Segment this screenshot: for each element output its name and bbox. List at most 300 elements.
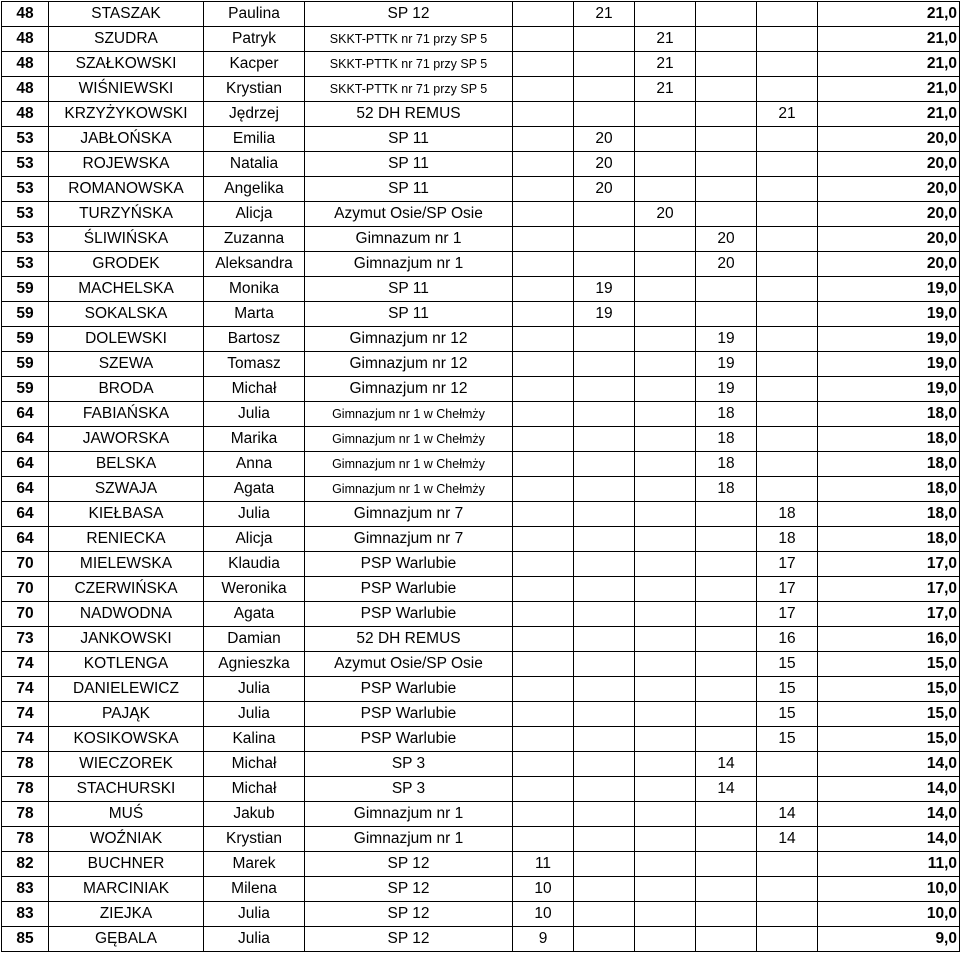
place-cell: 53	[2, 177, 49, 202]
table-row	[2, 727, 960, 752]
round-points-cell	[574, 427, 635, 452]
place-cell: 64	[2, 427, 49, 452]
table-row	[2, 202, 960, 227]
place-cell: 70	[2, 602, 49, 627]
surname-cell: KOSIKOWSKA	[49, 727, 204, 752]
first-name-cell: Michał	[204, 752, 305, 777]
round-points-cell	[513, 2, 574, 27]
round-points-cell	[513, 727, 574, 752]
round-points-cell	[635, 227, 696, 252]
total-cell: 19,0	[818, 352, 960, 377]
round-points-cell	[574, 752, 635, 777]
results-body	[2, 2, 960, 952]
table-row	[2, 477, 960, 502]
round-points-cell	[696, 502, 757, 527]
round-points-cell: 20	[696, 252, 757, 277]
club-cell: 52 DH REMUS	[305, 102, 513, 127]
club-cell: SP 11	[305, 127, 513, 152]
place-cell: 83	[2, 902, 49, 927]
first-name-cell: Julia	[204, 677, 305, 702]
round-points-cell	[635, 127, 696, 152]
surname-cell: ŚLIWIŃSKA	[49, 227, 204, 252]
place-cell: 64	[2, 477, 49, 502]
place-cell: 74	[2, 652, 49, 677]
first-name-cell: Aleksandra	[204, 252, 305, 277]
surname-cell: MIELEWSKA	[49, 552, 204, 577]
place-cell: 59	[2, 352, 49, 377]
total-cell: 20,0	[818, 252, 960, 277]
table-row	[2, 277, 960, 302]
round-points-cell	[513, 652, 574, 677]
round-points-cell	[696, 527, 757, 552]
round-points-cell	[513, 277, 574, 302]
round-points-cell	[696, 302, 757, 327]
club-cell: Gimnazjum nr 7	[305, 502, 513, 527]
club-cell: Gimnazjum nr 12	[305, 377, 513, 402]
round-points-cell	[513, 602, 574, 627]
total-cell: 10,0	[818, 877, 960, 902]
round-points-cell	[513, 802, 574, 827]
surname-cell: GĘBALA	[49, 927, 204, 952]
round-points-cell	[513, 227, 574, 252]
place-cell: 70	[2, 577, 49, 602]
round-points-cell	[574, 827, 635, 852]
club-cell: PSP Warlubie	[305, 702, 513, 727]
total-cell: 14,0	[818, 752, 960, 777]
round-points-cell: 21	[635, 27, 696, 52]
round-points-cell	[513, 252, 574, 277]
surname-cell: TURZYŃSKA	[49, 202, 204, 227]
first-name-cell: Marta	[204, 302, 305, 327]
first-name-cell: Emilia	[204, 127, 305, 152]
round-points-cell: 16	[757, 627, 818, 652]
table-row	[2, 627, 960, 652]
table-row	[2, 577, 960, 602]
round-points-cell	[635, 452, 696, 477]
round-points-cell	[513, 702, 574, 727]
place-cell: 59	[2, 277, 49, 302]
round-points-cell	[574, 777, 635, 802]
round-points-cell: 19	[696, 327, 757, 352]
total-cell: 18,0	[818, 527, 960, 552]
table-row	[2, 302, 960, 327]
table-row	[2, 427, 960, 452]
first-name-cell: Julia	[204, 927, 305, 952]
total-cell: 11,0	[818, 852, 960, 877]
round-points-cell	[574, 377, 635, 402]
round-points-cell	[635, 652, 696, 677]
first-name-cell: Klaudia	[204, 552, 305, 577]
round-points-cell	[574, 327, 635, 352]
total-cell: 15,0	[818, 727, 960, 752]
club-cell: Gimnazjum nr 12	[305, 327, 513, 352]
first-name-cell: Kalina	[204, 727, 305, 752]
surname-cell: KOTLENGA	[49, 652, 204, 677]
table-row	[2, 402, 960, 427]
total-cell: 20,0	[818, 202, 960, 227]
round-points-cell	[513, 527, 574, 552]
first-name-cell: Alicja	[204, 527, 305, 552]
first-name-cell: Jakub	[204, 802, 305, 827]
round-points-cell	[757, 927, 818, 952]
round-points-cell: 18	[757, 502, 818, 527]
place-cell: 85	[2, 927, 49, 952]
round-points-cell	[696, 52, 757, 77]
round-points-cell	[574, 902, 635, 927]
place-cell: 48	[2, 2, 49, 27]
round-points-cell	[696, 277, 757, 302]
round-points-cell	[635, 427, 696, 452]
round-points-cell	[696, 827, 757, 852]
round-points-cell	[696, 702, 757, 727]
total-cell: 15,0	[818, 702, 960, 727]
first-name-cell: Agnieszka	[204, 652, 305, 677]
place-cell: 64	[2, 452, 49, 477]
first-name-cell: Kacper	[204, 52, 305, 77]
round-points-cell: 19	[574, 302, 635, 327]
round-points-cell	[513, 427, 574, 452]
round-points-cell	[635, 302, 696, 327]
round-points-cell	[757, 777, 818, 802]
first-name-cell: Marika	[204, 427, 305, 452]
round-points-cell	[574, 577, 635, 602]
round-points-cell	[513, 552, 574, 577]
place-cell: 48	[2, 77, 49, 102]
round-points-cell	[696, 27, 757, 52]
round-points-cell	[757, 402, 818, 427]
round-points-cell: 19	[696, 377, 757, 402]
table-row	[2, 352, 960, 377]
round-points-cell	[574, 402, 635, 427]
table-row	[2, 777, 960, 802]
total-cell: 20,0	[818, 177, 960, 202]
place-cell: 53	[2, 127, 49, 152]
round-points-cell	[574, 352, 635, 377]
place-cell: 78	[2, 752, 49, 777]
round-points-cell	[513, 677, 574, 702]
place-cell: 48	[2, 102, 49, 127]
club-cell: PSP Warlubie	[305, 577, 513, 602]
round-points-cell	[757, 352, 818, 377]
total-cell: 14,0	[818, 777, 960, 802]
round-points-cell	[635, 802, 696, 827]
total-cell: 16,0	[818, 627, 960, 652]
round-points-cell: 18	[757, 527, 818, 552]
round-points-cell	[696, 202, 757, 227]
table-row	[2, 702, 960, 727]
round-points-cell	[513, 352, 574, 377]
round-points-cell: 20	[574, 177, 635, 202]
round-points-cell	[635, 327, 696, 352]
round-points-cell	[757, 127, 818, 152]
club-cell: SP 12	[305, 927, 513, 952]
round-points-cell	[757, 427, 818, 452]
round-points-cell	[513, 202, 574, 227]
surname-cell: JANKOWSKI	[49, 627, 204, 652]
total-cell: 17,0	[818, 552, 960, 577]
round-points-cell	[757, 77, 818, 102]
round-points-cell: 17	[757, 552, 818, 577]
table-row	[2, 177, 960, 202]
round-points-cell	[635, 277, 696, 302]
table-row	[2, 852, 960, 877]
round-points-cell	[513, 52, 574, 77]
round-points-cell	[574, 452, 635, 477]
round-points-cell: 19	[574, 277, 635, 302]
table-row	[2, 27, 960, 52]
round-points-cell	[635, 827, 696, 852]
round-points-cell	[513, 752, 574, 777]
surname-cell: MACHELSKA	[49, 277, 204, 302]
club-cell: 52 DH REMUS	[305, 627, 513, 652]
total-cell: 14,0	[818, 802, 960, 827]
first-name-cell: Paulina	[204, 2, 305, 27]
first-name-cell: Krystian	[204, 77, 305, 102]
round-points-cell	[635, 527, 696, 552]
round-points-cell	[635, 252, 696, 277]
table-row	[2, 127, 960, 152]
surname-cell: NADWODNA	[49, 602, 204, 627]
round-points-cell	[635, 577, 696, 602]
round-points-cell	[574, 252, 635, 277]
place-cell: 48	[2, 52, 49, 77]
first-name-cell: Agata	[204, 602, 305, 627]
round-points-cell: 15	[757, 677, 818, 702]
place-cell: 48	[2, 27, 49, 52]
round-points-cell	[513, 452, 574, 477]
club-cell: SKKT-PTTK nr 71 przy SP 5	[305, 27, 513, 52]
round-points-cell	[757, 27, 818, 52]
surname-cell: KIEŁBASA	[49, 502, 204, 527]
table-row	[2, 327, 960, 352]
club-cell: SP 3	[305, 777, 513, 802]
place-cell: 53	[2, 152, 49, 177]
table-row	[2, 752, 960, 777]
round-points-cell	[757, 852, 818, 877]
first-name-cell: Weronika	[204, 577, 305, 602]
first-name-cell: Tomasz	[204, 352, 305, 377]
place-cell: 74	[2, 727, 49, 752]
club-cell: Gimnazjum nr 1 w Chełmży	[305, 402, 513, 427]
first-name-cell: Julia	[204, 702, 305, 727]
total-cell: 19,0	[818, 277, 960, 302]
round-points-cell: 14	[757, 802, 818, 827]
club-cell: Azymut Osie/SP Osie	[305, 652, 513, 677]
round-points-cell	[635, 352, 696, 377]
round-points-cell	[513, 402, 574, 427]
total-cell: 9,0	[818, 927, 960, 952]
round-points-cell	[696, 127, 757, 152]
round-points-cell	[757, 252, 818, 277]
round-points-cell	[574, 702, 635, 727]
club-cell: Gimnazum nr 1	[305, 227, 513, 252]
place-cell: 64	[2, 402, 49, 427]
round-points-cell: 10	[513, 877, 574, 902]
round-points-cell	[757, 2, 818, 27]
round-points-cell	[635, 477, 696, 502]
round-points-cell	[574, 727, 635, 752]
first-name-cell: Marek	[204, 852, 305, 877]
round-points-cell	[696, 902, 757, 927]
table-row	[2, 552, 960, 577]
round-points-cell	[513, 327, 574, 352]
round-points-cell	[635, 927, 696, 952]
round-points-cell	[635, 777, 696, 802]
club-cell: SP 11	[305, 277, 513, 302]
total-cell: 19,0	[818, 377, 960, 402]
round-points-cell	[635, 852, 696, 877]
first-name-cell: Anna	[204, 452, 305, 477]
round-points-cell: 21	[757, 102, 818, 127]
surname-cell: ROJEWSKA	[49, 152, 204, 177]
table-row	[2, 677, 960, 702]
round-points-cell	[757, 277, 818, 302]
round-points-cell	[757, 227, 818, 252]
total-cell: 21,0	[818, 27, 960, 52]
first-name-cell: Angelika	[204, 177, 305, 202]
round-points-cell: 15	[757, 727, 818, 752]
first-name-cell: Agata	[204, 477, 305, 502]
place-cell: 83	[2, 877, 49, 902]
first-name-cell: Milena	[204, 877, 305, 902]
surname-cell: SZWAJA	[49, 477, 204, 502]
total-cell: 18,0	[818, 452, 960, 477]
table-row	[2, 102, 960, 127]
place-cell: 59	[2, 327, 49, 352]
surname-cell: BUCHNER	[49, 852, 204, 877]
round-points-cell	[757, 752, 818, 777]
place-cell: 82	[2, 852, 49, 877]
surname-cell: BRODA	[49, 377, 204, 402]
round-points-cell	[574, 652, 635, 677]
round-points-cell	[635, 502, 696, 527]
total-cell: 21,0	[818, 52, 960, 77]
surname-cell: BELSKA	[49, 452, 204, 477]
round-points-cell	[757, 902, 818, 927]
club-cell: Gimnazjum nr 1 w Chełmży	[305, 427, 513, 452]
round-points-cell: 17	[757, 577, 818, 602]
round-points-cell	[696, 652, 757, 677]
club-cell: Gimnazjum nr 1 w Chełmży	[305, 452, 513, 477]
first-name-cell: Michał	[204, 777, 305, 802]
club-cell: SP 11	[305, 152, 513, 177]
round-points-cell	[513, 827, 574, 852]
first-name-cell: Jędrzej	[204, 102, 305, 127]
place-cell: 64	[2, 527, 49, 552]
round-points-cell: 21	[635, 77, 696, 102]
round-points-cell	[574, 602, 635, 627]
total-cell: 17,0	[818, 602, 960, 627]
table-row	[2, 602, 960, 627]
round-points-cell	[513, 152, 574, 177]
round-points-cell	[574, 77, 635, 102]
surname-cell: MARCINIAK	[49, 877, 204, 902]
first-name-cell: Patryk	[204, 27, 305, 52]
round-points-cell	[696, 927, 757, 952]
place-cell: 78	[2, 827, 49, 852]
round-points-cell: 18	[696, 402, 757, 427]
round-points-cell	[635, 2, 696, 27]
surname-cell: JAWORSKA	[49, 427, 204, 452]
club-cell: Gimnazjum nr 1	[305, 802, 513, 827]
round-points-cell	[696, 677, 757, 702]
round-points-cell: 20	[574, 152, 635, 177]
first-name-cell: Bartosz	[204, 327, 305, 352]
round-points-cell: 14	[757, 827, 818, 852]
round-points-cell: 19	[696, 352, 757, 377]
round-points-cell: 15	[757, 652, 818, 677]
round-points-cell: 20	[574, 127, 635, 152]
round-points-cell	[574, 477, 635, 502]
total-cell: 19,0	[818, 302, 960, 327]
total-cell: 18,0	[818, 402, 960, 427]
round-points-cell	[635, 727, 696, 752]
round-points-cell: 9	[513, 927, 574, 952]
place-cell: 53	[2, 252, 49, 277]
surname-cell: STACHURSKI	[49, 777, 204, 802]
club-cell: Azymut Osie/SP Osie	[305, 202, 513, 227]
table-row	[2, 227, 960, 252]
round-points-cell	[635, 702, 696, 727]
round-points-cell	[757, 152, 818, 177]
surname-cell: ROMANOWSKA	[49, 177, 204, 202]
round-points-cell	[696, 727, 757, 752]
round-points-cell	[513, 302, 574, 327]
table-row	[2, 452, 960, 477]
round-points-cell: 18	[696, 477, 757, 502]
place-cell: 59	[2, 377, 49, 402]
surname-cell: KRZYŻYKOWSKI	[49, 102, 204, 127]
round-points-cell	[574, 102, 635, 127]
club-cell: SP 12	[305, 852, 513, 877]
round-points-cell	[635, 752, 696, 777]
round-points-cell	[696, 2, 757, 27]
club-cell: SP 12	[305, 902, 513, 927]
round-points-cell	[696, 77, 757, 102]
table-row	[2, 802, 960, 827]
total-cell: 21,0	[818, 77, 960, 102]
round-points-cell	[574, 527, 635, 552]
round-points-cell	[513, 477, 574, 502]
table-row	[2, 827, 960, 852]
round-points-cell	[574, 502, 635, 527]
surname-cell: STASZAK	[49, 2, 204, 27]
surname-cell: FABIAŃSKA	[49, 402, 204, 427]
round-points-cell: 14	[696, 777, 757, 802]
round-points-cell	[696, 177, 757, 202]
place-cell: 74	[2, 677, 49, 702]
round-points-cell: 14	[696, 752, 757, 777]
first-name-cell: Natalia	[204, 152, 305, 177]
round-points-cell	[513, 577, 574, 602]
table-row	[2, 652, 960, 677]
round-points-cell	[757, 877, 818, 902]
surname-cell: CZERWIŃSKA	[49, 577, 204, 602]
round-points-cell: 11	[513, 852, 574, 877]
place-cell: 78	[2, 777, 49, 802]
round-points-cell	[635, 402, 696, 427]
first-name-cell: Damian	[204, 627, 305, 652]
round-points-cell	[513, 77, 574, 102]
round-points-cell: 20	[696, 227, 757, 252]
table-row	[2, 252, 960, 277]
round-points-cell	[635, 602, 696, 627]
table-row	[2, 527, 960, 552]
round-points-cell	[513, 27, 574, 52]
round-points-cell: 17	[757, 602, 818, 627]
round-points-cell	[635, 152, 696, 177]
surname-cell: SZEWA	[49, 352, 204, 377]
